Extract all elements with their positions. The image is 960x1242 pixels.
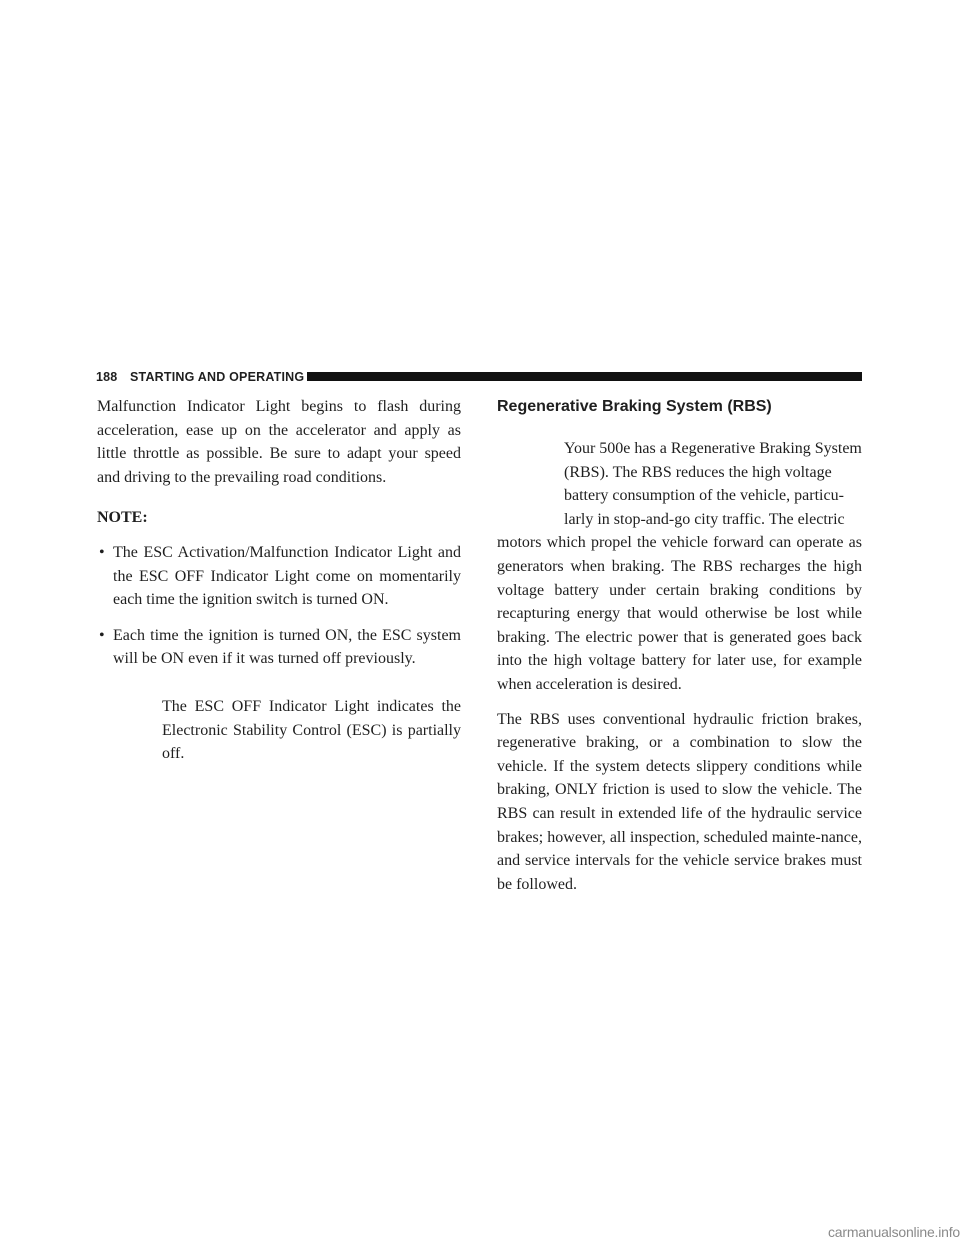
esc-off-indicator-icon: [97, 695, 153, 751]
text-line: larly in stop-and-go city traffic. The electric: [564, 510, 845, 528]
right-column: [497, 395, 862, 896]
intro-paragraph: Malfunction Indicator Light begins to flash during acceleration, ease up on the accelerator and apply as little throttle as possible. Be sure to adapt your speed and driving to the prevailing road conditions.: [97, 398, 461, 486]
rbs-paragraph: The RBS uses conventional hydraulic friction brakes, regenerative braking, or a combination to slow the vehicle. If the system detects slippery conditions while braking, ONLY friction is used to slow the vehicle. The RBS can result in extended life of the hydraulic service brakes; however, all inspection, scheduled mainte-nance, and service intervals for the vehicle service brakes must be followed.: [497, 710, 862, 893]
page-header: [96, 369, 862, 387]
text-line: battery consumption of the vehicle, particu-: [564, 487, 844, 505]
note-list: [97, 541, 461, 671]
page-number: 188: [96, 370, 118, 384]
section-title: STARTING AND OPERATING: [130, 370, 305, 384]
list-item-text: Each time the ignition is turned ON, the ESC system will be ON even if it was turned off previously.: [113, 626, 461, 668]
rbs-indicator-icon: [497, 437, 557, 527]
rbs-intro-block: [497, 437, 862, 697]
bullet-glyph: •: [99, 626, 105, 644]
text-line: (RBS). The RBS reduces the high voltage: [564, 463, 832, 481]
rbs-intro-continuation: motors which propel the vehicle forward can operate as generators when braking. The RBS recharges the high voltage battery under certain braking conditions by recapturing energy that would otherwise be lost while braking. The electric power that is generated goes back into the high voltage battery for later use, for example when acceleration is desired.: [497, 534, 862, 693]
list-item: [97, 624, 461, 671]
list-item-text: The ESC Activation/Malfunction Indicator Light and the ESC OFF Indicator Light come on momentarily each time the ignition switch is turned ON.: [113, 543, 461, 609]
note-heading: NOTE:: [97, 509, 148, 527]
bullet-glyph: •: [99, 543, 105, 561]
esc-off-paragraph: The ESC OFF Indicator Light indicates the Electronic Stability Control (ESC) is partially off.: [162, 697, 461, 763]
watermark: carmanualsonline.info: [828, 1224, 960, 1240]
esc-off-block: [97, 695, 461, 766]
left-column: [97, 395, 461, 766]
list-item: [97, 541, 461, 612]
header-rule: [307, 372, 862, 381]
text-line: Your 500e has a Regenerative Braking System: [564, 440, 862, 457]
section-heading: Regenerative Braking System (RBS): [497, 398, 772, 415]
